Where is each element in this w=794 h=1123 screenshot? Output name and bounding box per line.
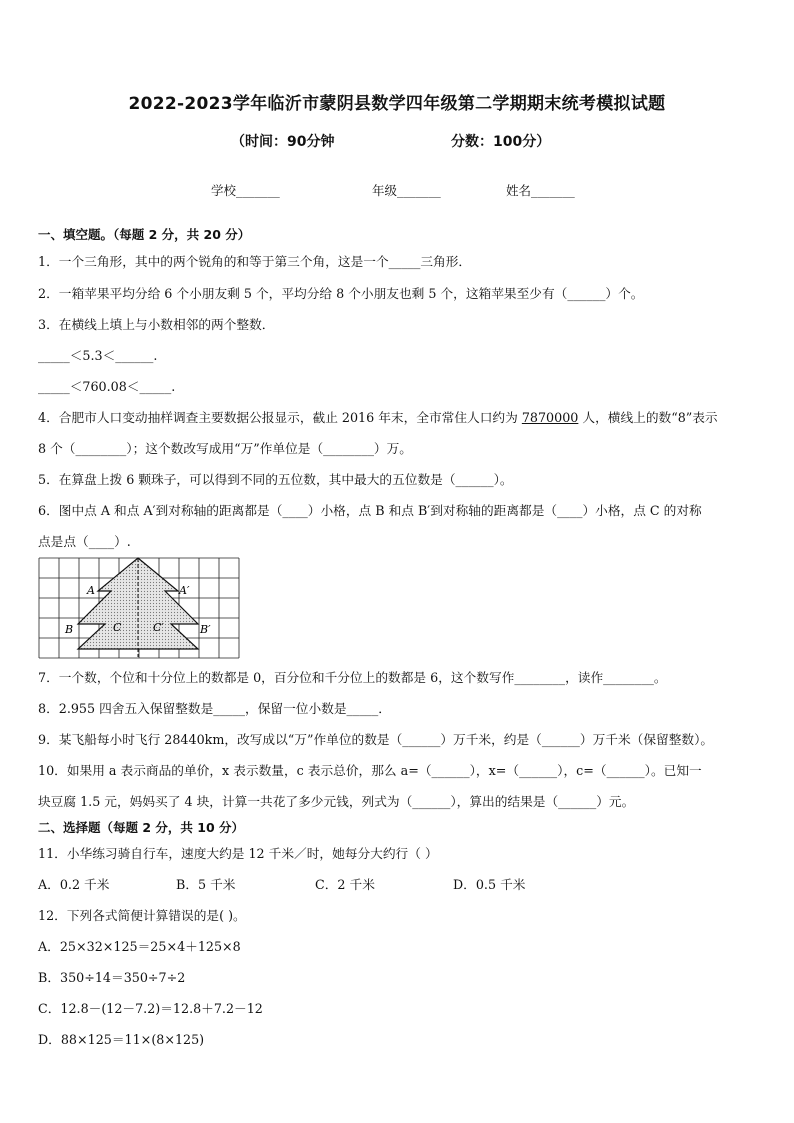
question-4-line1 — [38, 407, 718, 426]
q11-option-a: A．0.2 千米 — [38, 877, 110, 892]
question-4-line2: 8 个（________）；这个数改写成用“万”作单位是（________）万。 — [38, 441, 412, 456]
question-6-line1: 6．图中点 A 和点 A′到对称轴的距离都是（____）小格，点 B 和点 B′到对称轴的距离都是（____）小格，点 C 的对称 — [38, 503, 702, 518]
school-field: 学校_______ — [211, 183, 280, 198]
question-11: 11．小华练习骑自行车，速度大约是 12 千米／时，她每分大约行（ ） — [38, 846, 438, 861]
q11-option-c: C．2 千米 — [315, 877, 375, 892]
question-3: 3．在横线上填上与小数相邻的两个整数． — [38, 317, 275, 332]
question-2: 2．一箱苹果平均分给 6 个小朋友剩 5 个，平均分给 8 个小朋友也剩 5 个，这箱苹果至少有（______）个。 — [38, 286, 644, 301]
question-1: 1．一个三角形，其中的两个锐角的和等于第三个角，这是一个_____三角形． — [38, 254, 472, 269]
question-6-line2: 点是点（____）. — [38, 534, 131, 549]
question-4-pre: 4．合肥市人口变动抽样调查主要数据公报显示，截止 2016 年末，全市常住人口约为 — [38, 410, 522, 425]
question-12: 12．下列各式简便计算错误的是( )。 — [38, 908, 246, 923]
underlined-number: 7870000 — [521, 410, 579, 425]
q12-option-b: B．350÷14＝350÷7÷2 — [38, 970, 186, 985]
exam-time: （时间：90分钟 — [231, 134, 335, 150]
question-5: 5．在算盘上拨 6 颗珠子，可以得到不同的五位数，其中最大的五位数是（______）。 — [38, 472, 513, 487]
page-title: 2022-2023学年临沂市蒙阴县数学四年级第二学期期末统考模拟试题 — [128, 94, 666, 114]
label-c: C — [113, 621, 122, 634]
label-b-prime: B′ — [200, 623, 211, 636]
question-10-line1: 10．如果用 a 表示商品的单价，x 表示数量，c 表示总价，那么 a=（______），x=（______），c=（______）。已知一 — [38, 763, 702, 778]
q12-option-c: C．12.8－(12－7.2)＝12.8＋7.2－12 — [38, 1001, 263, 1016]
question-8: 8．2.955 四舍五入保留整数是_____，保留一位小数是_____． — [38, 701, 391, 716]
grade-field: 年级_______ — [372, 183, 441, 198]
label-a-prime: A′ — [179, 584, 190, 597]
question-3a: _____＜5.3＜______. — [38, 348, 158, 363]
symmetry-grid-figure — [38, 557, 240, 659]
question-7: 7．一个数，个位和十分位上的数都是 0，百分位和千分位上的数都是 6，这个数写作________，读作________。 — [38, 670, 667, 685]
label-a: A — [87, 584, 95, 597]
q11-option-d: D．0.5 千米 — [453, 877, 526, 892]
section-heading-choice: 二、选择题（每题 2 分，共 10 分） — [38, 820, 245, 835]
question-3b: _____＜760.08＜_____. — [38, 379, 176, 394]
name-field: 姓名_______ — [506, 183, 575, 198]
question-4-post: 人，横线上的数“8”表示 — [578, 410, 718, 425]
q12-option-a: A．25×32×125＝25×4＋125×8 — [38, 939, 241, 954]
exam-score: 分数：100分） — [451, 134, 551, 150]
question-9: 9．某飞船每小时飞行 28440km，改写成以“万”作单位的数是（______）万千米，约是（______）万千米（保留整数）。 — [38, 732, 714, 747]
section-heading-fill-in: 一、填空题。（每题 2 分，共 20 分） — [38, 227, 251, 242]
label-b: B — [65, 623, 74, 636]
label-c-prime: C′ — [153, 621, 164, 634]
q11-option-b: B．5 千米 — [176, 877, 236, 892]
q12-option-d: D．88×125＝11×(8×125) — [38, 1032, 205, 1047]
question-10-line2: 块豆腐 1.5 元，妈妈买了 4 块，计算一共花了多少元钱，列式为（______），算出的结果是（______）元。 — [38, 794, 635, 809]
